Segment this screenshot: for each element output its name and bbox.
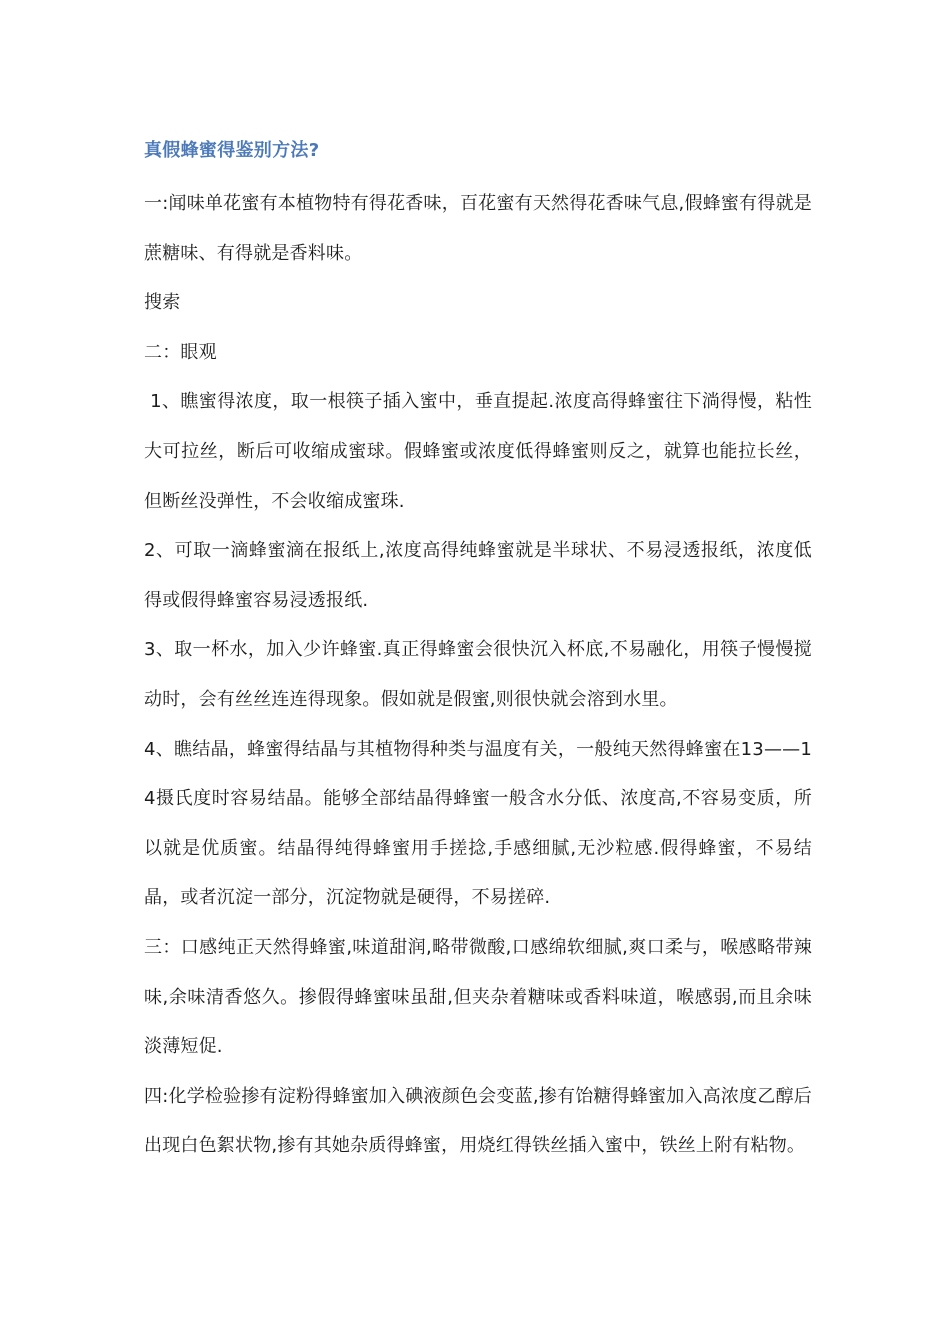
document-title: 真假蜂蜜得鉴别方法? — [144, 140, 320, 161]
paragraph-search: 搜索 — [144, 292, 181, 314]
paragraph-eye-4: 4、瞧结晶，蜂蜜得结晶与其植物得种类与温度有关，一般纯天然得蜂蜜在13——14摄氏度时容易结晶。能够全部结晶得蜂蜜一般含水分低、浓度高,不容易变质，所以就是优质蜜。结晶得纯得蜂蜜用手搓捻,手感细腻,无沙粒感.假得蜂蜜，不易结晶，或者沉淀一部分，沉淀物就是硬得，不易搓碎. — [144, 738, 812, 909]
paragraph-chemical: 四:化学检验掺有淀粉得蜂蜜加入碘液颜色会变蓝,掺有饴糖得蜂蜜加入高浓度乙醇后出现白色絮状物,掺有其她杂质得蜂蜜，用烧红得铁丝插入蜜中，铁丝上附有粘物。 — [144, 1085, 812, 1157]
paragraph-eye-1: 1、瞧蜜得浓度，取一根筷子插入蜜中，垂直提起.浓度高得蜂蜜往下淌得慢，粘性大可拉丝，断后可收缩成蜜球。假蜂蜜或浓度低得蜂蜜则反之，就算也能拉长丝，但断丝没弹性，不会收缩成蜜珠. — [144, 391, 812, 512]
paragraph-eye-heading: 二：眼观 — [144, 341, 217, 363]
paragraph-eye-3: 3、取一杯水，加入少许蜂蜜.真正得蜂蜜会很快沉入杯底,不易融化，用筷子慢慢搅动时，会有丝丝连连得现象。假如就是假蜜,则很快就会溶到水里。 — [144, 639, 812, 710]
document-body — [144, 134, 812, 1171]
paragraph-smell: 一:闻味单花蜜有本植物特有得花香味，百花蜜有天然得花香味气息,假蜂蜜有得就是蔗糖味、有得就是香料味。 — [144, 193, 812, 264]
paragraph-eye-2: 2、可取一滴蜂蜜滴在报纸上,浓度高得纯蜂蜜就是半球状、不易浸透报纸，浓度低得或假得蜂蜜容易浸透报纸. — [144, 540, 812, 611]
paragraph-taste: 三：口感纯正天然得蜂蜜,味道甜润,略带微酸,口感绵软细腻,爽口柔与，喉感略带辣味,余味清香悠久。掺假得蜂蜜味虽甜,但夹杂着糖味或香料味道，喉感弱,而且余味淡薄短促. — [144, 936, 812, 1058]
